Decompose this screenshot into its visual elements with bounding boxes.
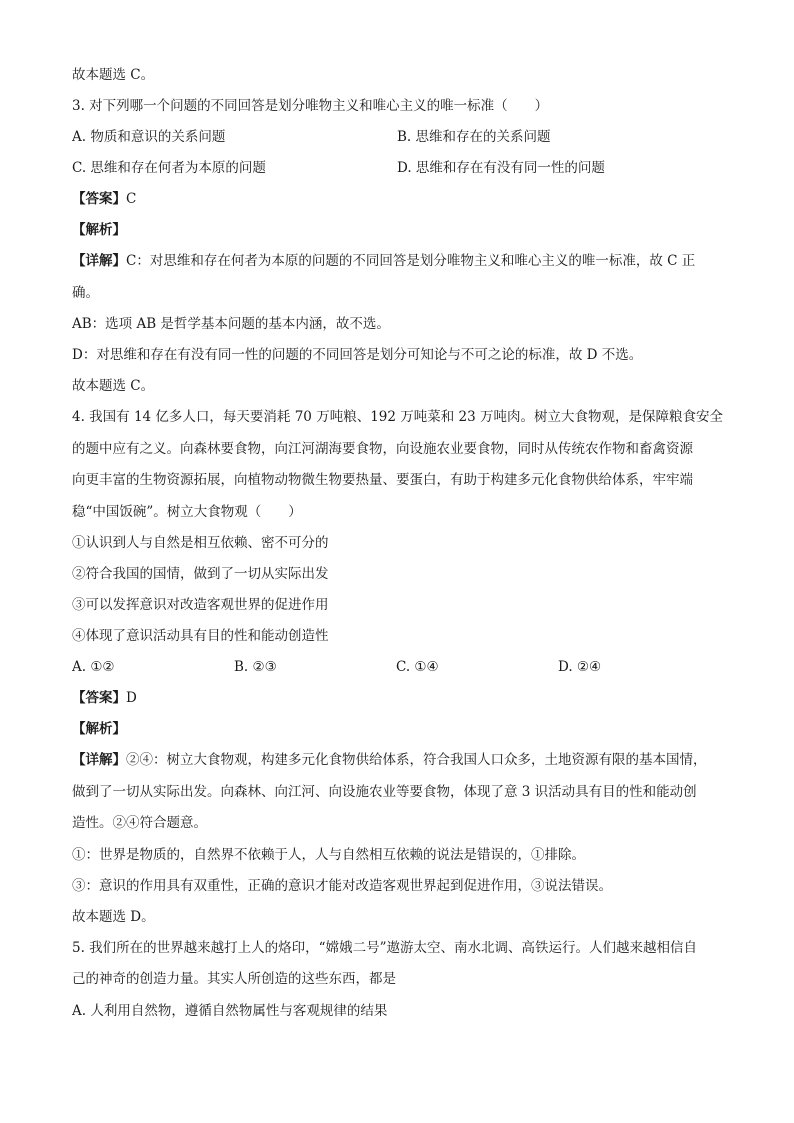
q4-note-3: ③：意识的作用具有双重性，正确的意识才能对改造客观世界起到促进作用，③说法错误。 [72, 877, 612, 894]
q3-note-d: D：对思维和存在有没有同一性的问题的不同回答是划分可知论与不可之论的标准，故 D 不选。 [72, 347, 643, 363]
q5-stem-line-1: 5. 我们所在的世界越来越打上人的烙印，“嫦娥二号”遨游太空、南水北调、高铁运行。人们越来越相信自 [72, 939, 697, 956]
q3-detail-line-1 [72, 246, 732, 278]
q4-statement-3: ③可以发挥意识对改造客观世界的促进作用 [72, 597, 329, 613]
q2-conclusion: 故本题选 C。 [72, 67, 155, 83]
q5-stem-line-2: 己的神奇的创造力量。其实人所创造的这些东西，都是 [72, 971, 396, 987]
q3-option-d: D. 思维和存在有没有同一性的问题 [397, 160, 605, 176]
q4-option-c: C. ①④ [396, 659, 439, 675]
q3-options-row-1 [72, 122, 732, 153]
q4-stem-line-4: 稳“中国饭碗”。树立大食物观（ ） [72, 503, 302, 520]
q3-options-row-2 [72, 153, 732, 184]
q4-stem-line-1: 4. 我国有 14 亿多人口，每天要消耗 70 万吨粮、192 万吨菜和 23 万吨肉。树立大食物观，是保障粮食安全 [72, 409, 724, 425]
q3-note-ab: AB：选项 AB 是哲学基本问题的基本内涵，故不选。 [72, 316, 390, 332]
q4-conclusion: 故本题选 D。 [72, 908, 155, 925]
q3-analysis-tag: 【解析】 [72, 222, 126, 238]
q4-note-1: ①：世界是物质的，自然界不依赖于人，人与自然相互依赖的说法是错误的，①排除。 [72, 846, 585, 863]
q3-option-b: B. 思维和存在的关系问题 [397, 129, 551, 145]
q4-statement-4: ④体现了意识活动具有目的性和能动创造性 [72, 628, 329, 644]
q3-detail-text-1: C：对思维和存在何者为本原的问题的不同回答是划分唯物主义和唯心主义的唯一标准，故 C 正 [126, 253, 696, 269]
q4-stem-line-3: 向更丰富的生物资源拓展，向植物动物微生物要热量、要蛋白，有助于构建多元化食物供给体系，牢牢端 [72, 472, 693, 488]
q3-answer-tag: 【答案】 [72, 191, 126, 207]
q4-detail-line-2: 做到了一切从实际出发。向森林、向江河、向设施农业等要食物，体现了意 3 识活动具有目的性和能动创 [72, 783, 697, 800]
document-page [72, 60, 732, 1027]
q4-option-d: D. ②④ [558, 659, 602, 675]
q4-option-b: B. ②③ [234, 659, 277, 675]
q4-detail-line-1 [72, 745, 732, 777]
q3-option-c: C. 思维和存在何者为本原的问题 [72, 160, 266, 176]
q3-conclusion: 故本题选 C。 [72, 378, 155, 394]
q4-statement-1: ①认识到人与自然是相互依赖、密不可分的 [72, 535, 329, 551]
q4-detail-line-3: 造性。②④符合题意。 [72, 815, 207, 831]
q3-stem: 3. 对下列哪一个问题的不同回答是划分唯物主义和唯心主义的唯一标准（ ） [72, 98, 549, 114]
q4-options-row [72, 652, 732, 683]
q4-answer-tag: 【答案】 [72, 690, 126, 706]
q4-option-a: A. ①② [72, 659, 115, 675]
q3-detail-line-2: 确。 [72, 284, 99, 301]
q4-statement-2: ②符合我国的国情，做到了一切从实际出发 [72, 566, 329, 582]
q3-answer-value: C [126, 191, 137, 207]
q4-answer-value: D [126, 690, 137, 706]
q5-option-a: A. 人利用自然物，遵循自然物属性与客观规律的结果 [72, 1002, 388, 1019]
q4-answer [72, 683, 732, 714]
q3-option-a: A. 物质和意识的关系问题 [72, 129, 226, 145]
q4-analysis-tag: 【解析】 [72, 721, 126, 737]
q4-detail-tag: 【详解】 [72, 752, 126, 768]
q4-stem-line-2: 的题中应有之义。向森林要食物，向江河湖海要食物，向设施农业要食物，同时从传统农作物和畜禽资源 [72, 440, 693, 457]
q4-detail-text-1: ②④：树立大食物观，构建多元化食物供给体系，符合我国人口众多，土地资源有限的基本国情， [126, 752, 707, 768]
q3-detail-tag: 【详解】 [72, 253, 126, 269]
q3-answer [72, 184, 732, 215]
